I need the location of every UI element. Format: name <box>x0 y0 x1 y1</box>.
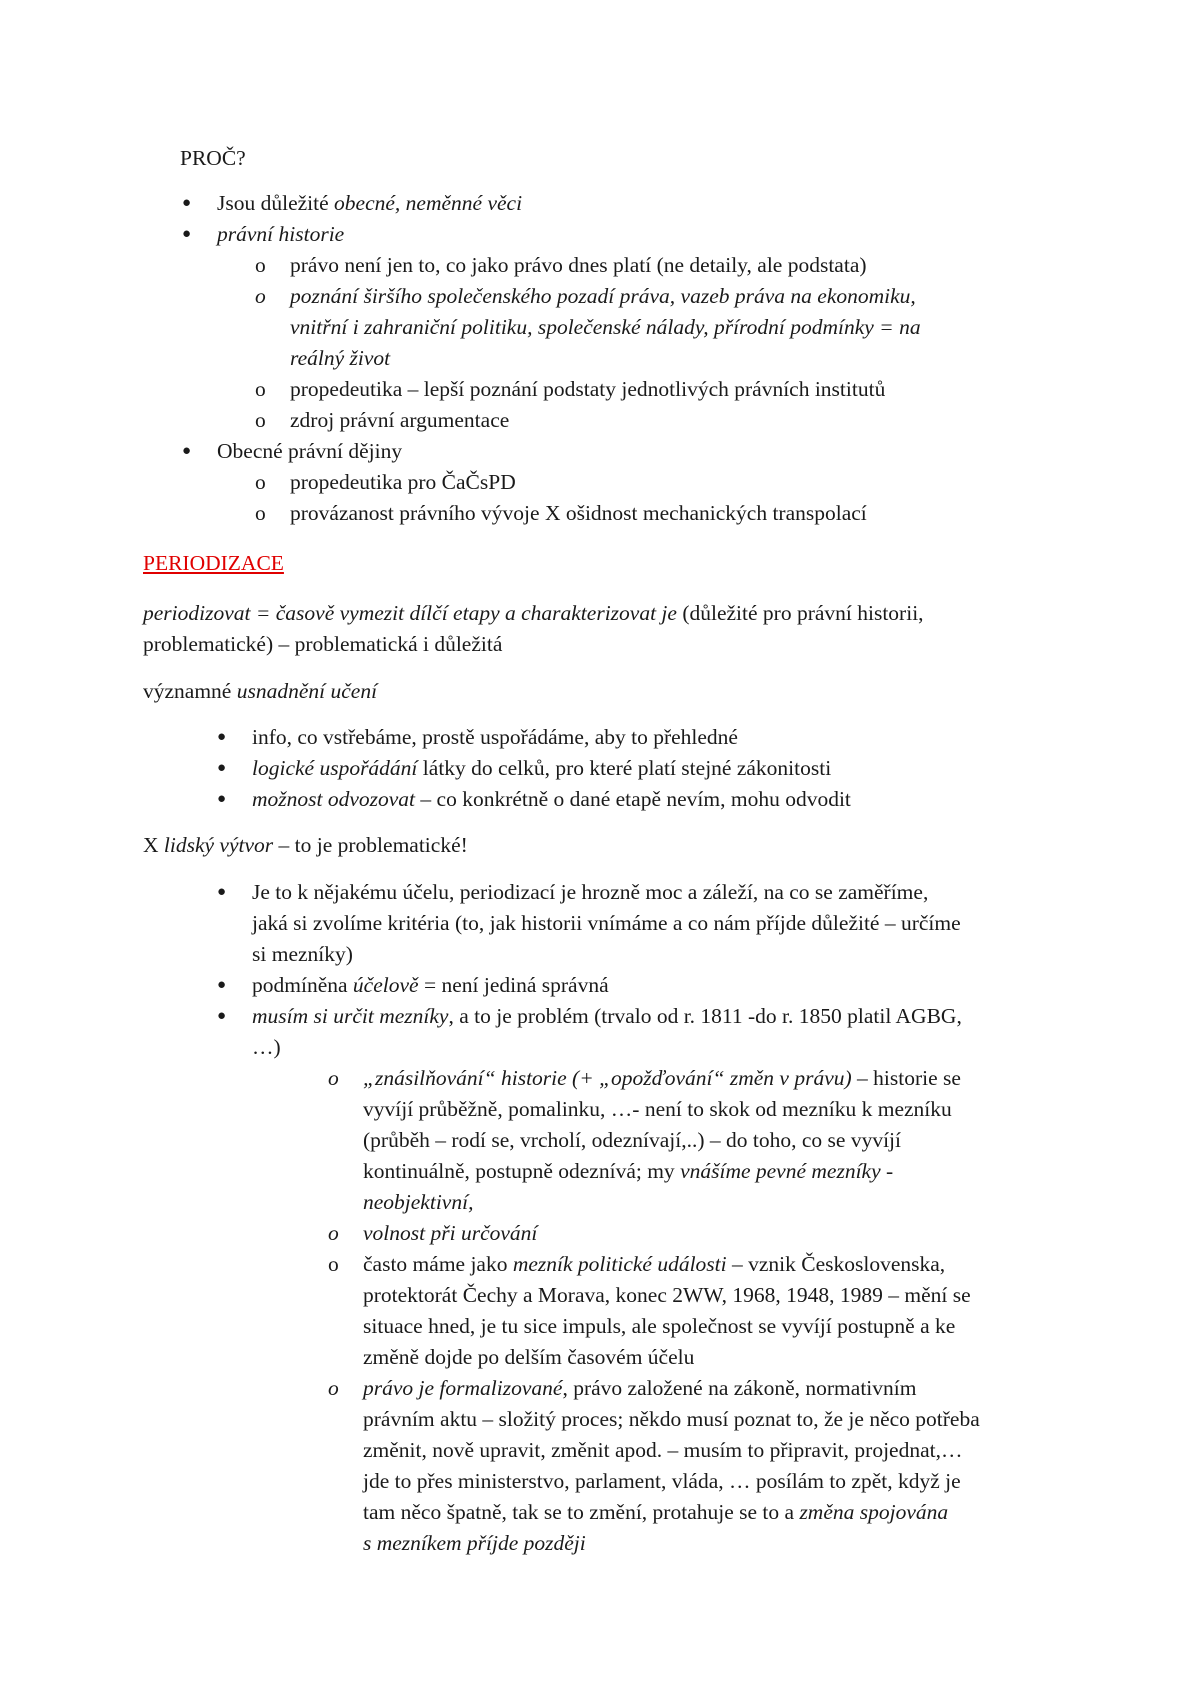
sub-list-item-line: kontinuálně, postupně odeznívá; my vnášíme pevné mezníky - <box>363 1159 894 1183</box>
list-item-line: si mezníky) <box>252 942 353 966</box>
sub-bullet-o: o <box>255 501 266 525</box>
list-item-line: jaká si zvolíme kritéria (to, jak historii vnímáme a co nám příjde důležité – určíme <box>252 911 961 935</box>
list-item: logické uspořádání látky do celků, pro které platí stejné zákonitosti <box>252 756 832 780</box>
bullet-dot: ● <box>217 884 227 900</box>
sub-list-item-line: vyvíjí průběžně, pomalinku, …- není to skok od mezníku k mezníku <box>363 1097 952 1121</box>
question-heading: PROČ? <box>180 146 246 170</box>
sub-list-item: zdroj právní argumentace <box>290 408 510 432</box>
bullet-dot: ● <box>182 195 192 211</box>
sub-list-item-line: situace hned, je tu sice impuls, ale společnost se vyvíjí postupně a ke <box>363 1314 956 1338</box>
sub-list-item-line: (průběh – rodí se, vrcholí, odeznívají,..) – do toho, co se vyvíjí <box>363 1128 901 1152</box>
sub-list-item-line: změně dojde po delším časovém účelu <box>363 1345 695 1369</box>
list-item: Obecné právní dějiny <box>217 439 403 463</box>
paragraph-line: X lidský výtvor – to je problematické! <box>143 833 468 857</box>
bullet-dot: ● <box>217 791 227 807</box>
list-item-line: musím si určit mezníky, a to je problém (trvalo od r. 1811 -do r. 1850 platil AGBG, <box>252 1004 962 1028</box>
sub-list-item-line: reálný život <box>290 346 391 370</box>
sub-bullet-o: o <box>255 284 266 308</box>
list-item: možnost odvozovat – co konkrétně o dané etapě nevím, mohu odvodit <box>252 787 851 811</box>
section-heading: PERIODIZACE <box>143 551 284 575</box>
paragraph-line: periodizovat = časově vymezit dílčí etapy a charakterizovat je (důležité pro právní historii, <box>143 601 924 625</box>
sub-list-item-line: často máme jako mezník politické události – vznik Československa, <box>363 1252 946 1276</box>
paragraph-line: významné usnadnění učení <box>143 679 378 703</box>
sub-list-item-line: „znásilňování“ historie (+ „opožďování“ změn v právu) – historie se <box>363 1066 961 1090</box>
list-item: Jsou důležité obecné, neměnné věci <box>217 191 523 215</box>
sub-list-item-line: právo je formalizované, právo založené na zákoně, normativním <box>363 1376 917 1400</box>
sub-list-item-line: změnit, nově upravit, změnit apod. – musím to připravit, projednat,… <box>363 1438 963 1462</box>
bullet-dot: ● <box>217 760 227 776</box>
sub-bullet-o: o <box>255 470 266 494</box>
sub-bullet-o: o <box>328 1221 339 1245</box>
sub-list-item: provázanost právního vývoje X ošidnost mechanických transpolací <box>290 501 867 525</box>
sub-list-item-line: s mezníkem příjde později <box>363 1531 586 1555</box>
sub-list-item-line: neobjektivní, <box>363 1190 474 1214</box>
sub-list-item-line: poznání širšího společenského pozadí práva, vazeb práva na ekonomiku, <box>290 284 916 308</box>
sub-bullet-o: o <box>255 408 266 432</box>
bullet-dot: ● <box>217 1008 227 1024</box>
sub-list-item: právo není jen to, co jako právo dnes platí (ne detaily, ale podstata) <box>290 253 867 277</box>
list-item: právní historie <box>217 222 345 246</box>
sub-list-item: propedeutika pro ČaČsPD <box>290 470 516 494</box>
sub-bullet-o: o <box>255 377 266 401</box>
sub-bullet-o: o <box>328 1376 339 1400</box>
bullet-dot: ● <box>182 443 192 459</box>
sub-list-item-line: tam něco špatně, tak se to změní, protahuje se to a změna spojována <box>363 1500 949 1524</box>
sub-list-item: volnost při určování <box>363 1221 538 1245</box>
sub-list-item: propedeutika – lepší poznání podstaty jednotlivých právních institutů <box>290 377 886 401</box>
bullet-dot: ● <box>217 729 227 745</box>
sub-bullet-o: o <box>328 1066 339 1090</box>
sub-bullet-o: o <box>328 1252 339 1276</box>
bullet-dot: ● <box>217 977 227 993</box>
list-item-line: Je to k nějakému účelu, periodizací je hrozně moc a záleží, na co se zaměříme, <box>252 880 929 904</box>
list-item: info, co vstřebáme, prostě uspořádáme, aby to přehledné <box>252 725 738 749</box>
list-item: podmíněna účelově = není jediná správná <box>252 973 609 997</box>
sub-list-item-line: jde to přes ministerstvo, parlament, vláda, … posílám to zpět, když je <box>363 1469 961 1493</box>
bullet-dot: ● <box>182 226 192 242</box>
sub-list-item-line: protektorát Čechy a Morava, konec 2WW, 1968, 1948, 1989 – mění se <box>363 1283 971 1307</box>
list-item-line: …) <box>252 1035 281 1059</box>
paragraph-line: problematické) – problematická i důležitá <box>143 632 503 656</box>
sub-list-item-line: vnitřní i zahraniční politiku, společenské nálady, přírodní podmínky = na <box>290 315 921 339</box>
sub-list-item-line: právním aktu – složitý proces; někdo musí poznat to, že je něco potřeba <box>363 1407 980 1431</box>
sub-bullet-o: o <box>255 253 266 277</box>
